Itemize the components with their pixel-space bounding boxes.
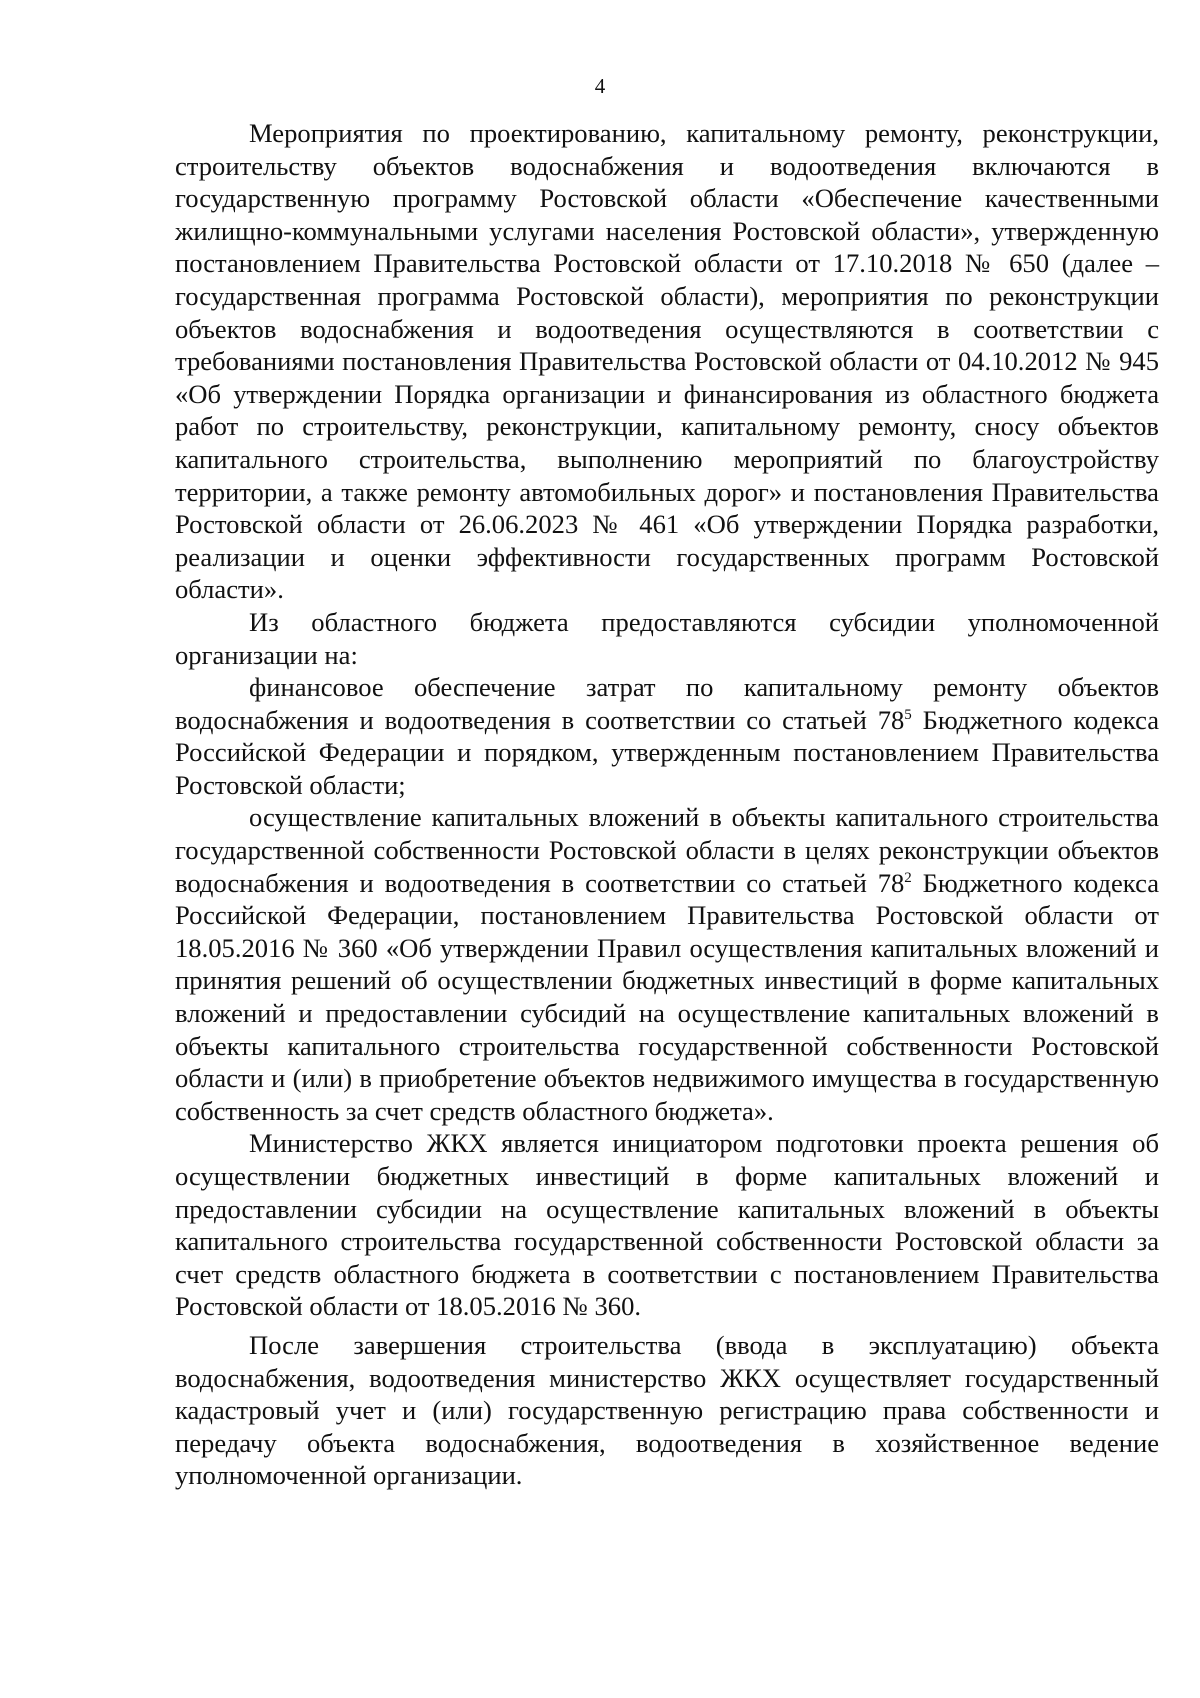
- paragraph-capital-investments: [175, 801, 1159, 1127]
- article-superscript: 2: [904, 869, 912, 886]
- paragraph-capital-repair-financing: [175, 671, 1159, 801]
- paragraph-text-before: осуществление капитальных вложений в объекты капитального строительства государственной собственности Ростовской области в целях реконструкции объектов водоснабжения и водоотведения в соответствии со статьей 78: [175, 802, 1159, 898]
- paragraph-text-after: Бюджетного кодекса Российской Федерации, постановлением Правительства Ростовской области от 18.05.2016 № 360 «Об утверждении Правил осуществления капитальных вложений и принятия решений об осуществлении бюджетных инвестиций в форме капитальных вложений и предоставлении субсидий на осуществление капитальных вложений в объекты капитального строительства государственной собственности Ростовской области и (или) в приобретение объектов недвижимого имущества в государственную собственность за счет средств областного бюджета».: [175, 867, 1159, 1126]
- page-number: 4: [594, 74, 606, 98]
- paragraph-subsidies-intro: Из областного бюджета предоставляются субсидии уполномоченной организации на:: [175, 606, 1159, 670]
- paragraph-after-construction: После завершения строительства (ввода в эксплуатацию) объекта водоснабжения, водоотведения министерство ЖКХ осуществляет государственный кадастровый учет и (или) государственную регистрацию права собственности и передачу объекта водоснабжения, водоотведения в хозяйственное ведение уполномоченной организации.: [175, 1329, 1159, 1491]
- document-body: [175, 117, 1159, 1492]
- paragraph-ministry-initiator: Министерство ЖКХ является инициатором подготовки проекта решения об осуществлении бюджетных инвестиций в форме капитальных вложений и предоставлении субсидии на осуществление капитальных вложений в объекты капитального строительства государственной собственности Ростовской области за счет средств областного бюджета в соответствии с постановлением Правительства Ростовской области от 18.05.2016 № 360.: [175, 1128, 1159, 1322]
- paragraph-program-measures: Мероприятия по проектированию, капитальному ремонту, реконструкции, строительству объектов водоснабжения и водоотведения включаются в государственную программу Ростовской области «Обеспечение качественными жилищно-коммунальными услугами населения Ростовской области», утвержденную постановлением Правительства Ростовской области от 17.10.2018 № 650 (далее – государственная программа Ростовской области), мероприятия по реконструкции объектов водоснабжения и водоотведения осуществляются в соответствии с требованиями постановления Правительства Ростовской области от 04.10.2012 № 945 «Об утверждении Порядка организации и финансирования из областного бюджета работ по строительству, реконструкции, капитальному ремонту, сносу объектов капитального строительства, выполнению мероприятий по благоустройству территории, а также ремонту автомобильных дорог» и постановления Правительства Ростовской области от 26.06.2023 № 461 «Об утверждении Порядка разработки, реализации и оценки эффективности государственных программ Ростовской области».: [175, 118, 1159, 605]
- article-superscript: 5: [904, 706, 912, 723]
- paragraph-text-before: финансовое обеспечение затрат по капитальному ремонту объектов водоснабжения и водоотведения в соответствии со статьей 78: [175, 672, 1159, 735]
- paragraph-text-after: Бюджетного кодекса Российской Федерации и порядком, утвержденным постановлением Правительства Ростовской области;: [175, 704, 1159, 800]
